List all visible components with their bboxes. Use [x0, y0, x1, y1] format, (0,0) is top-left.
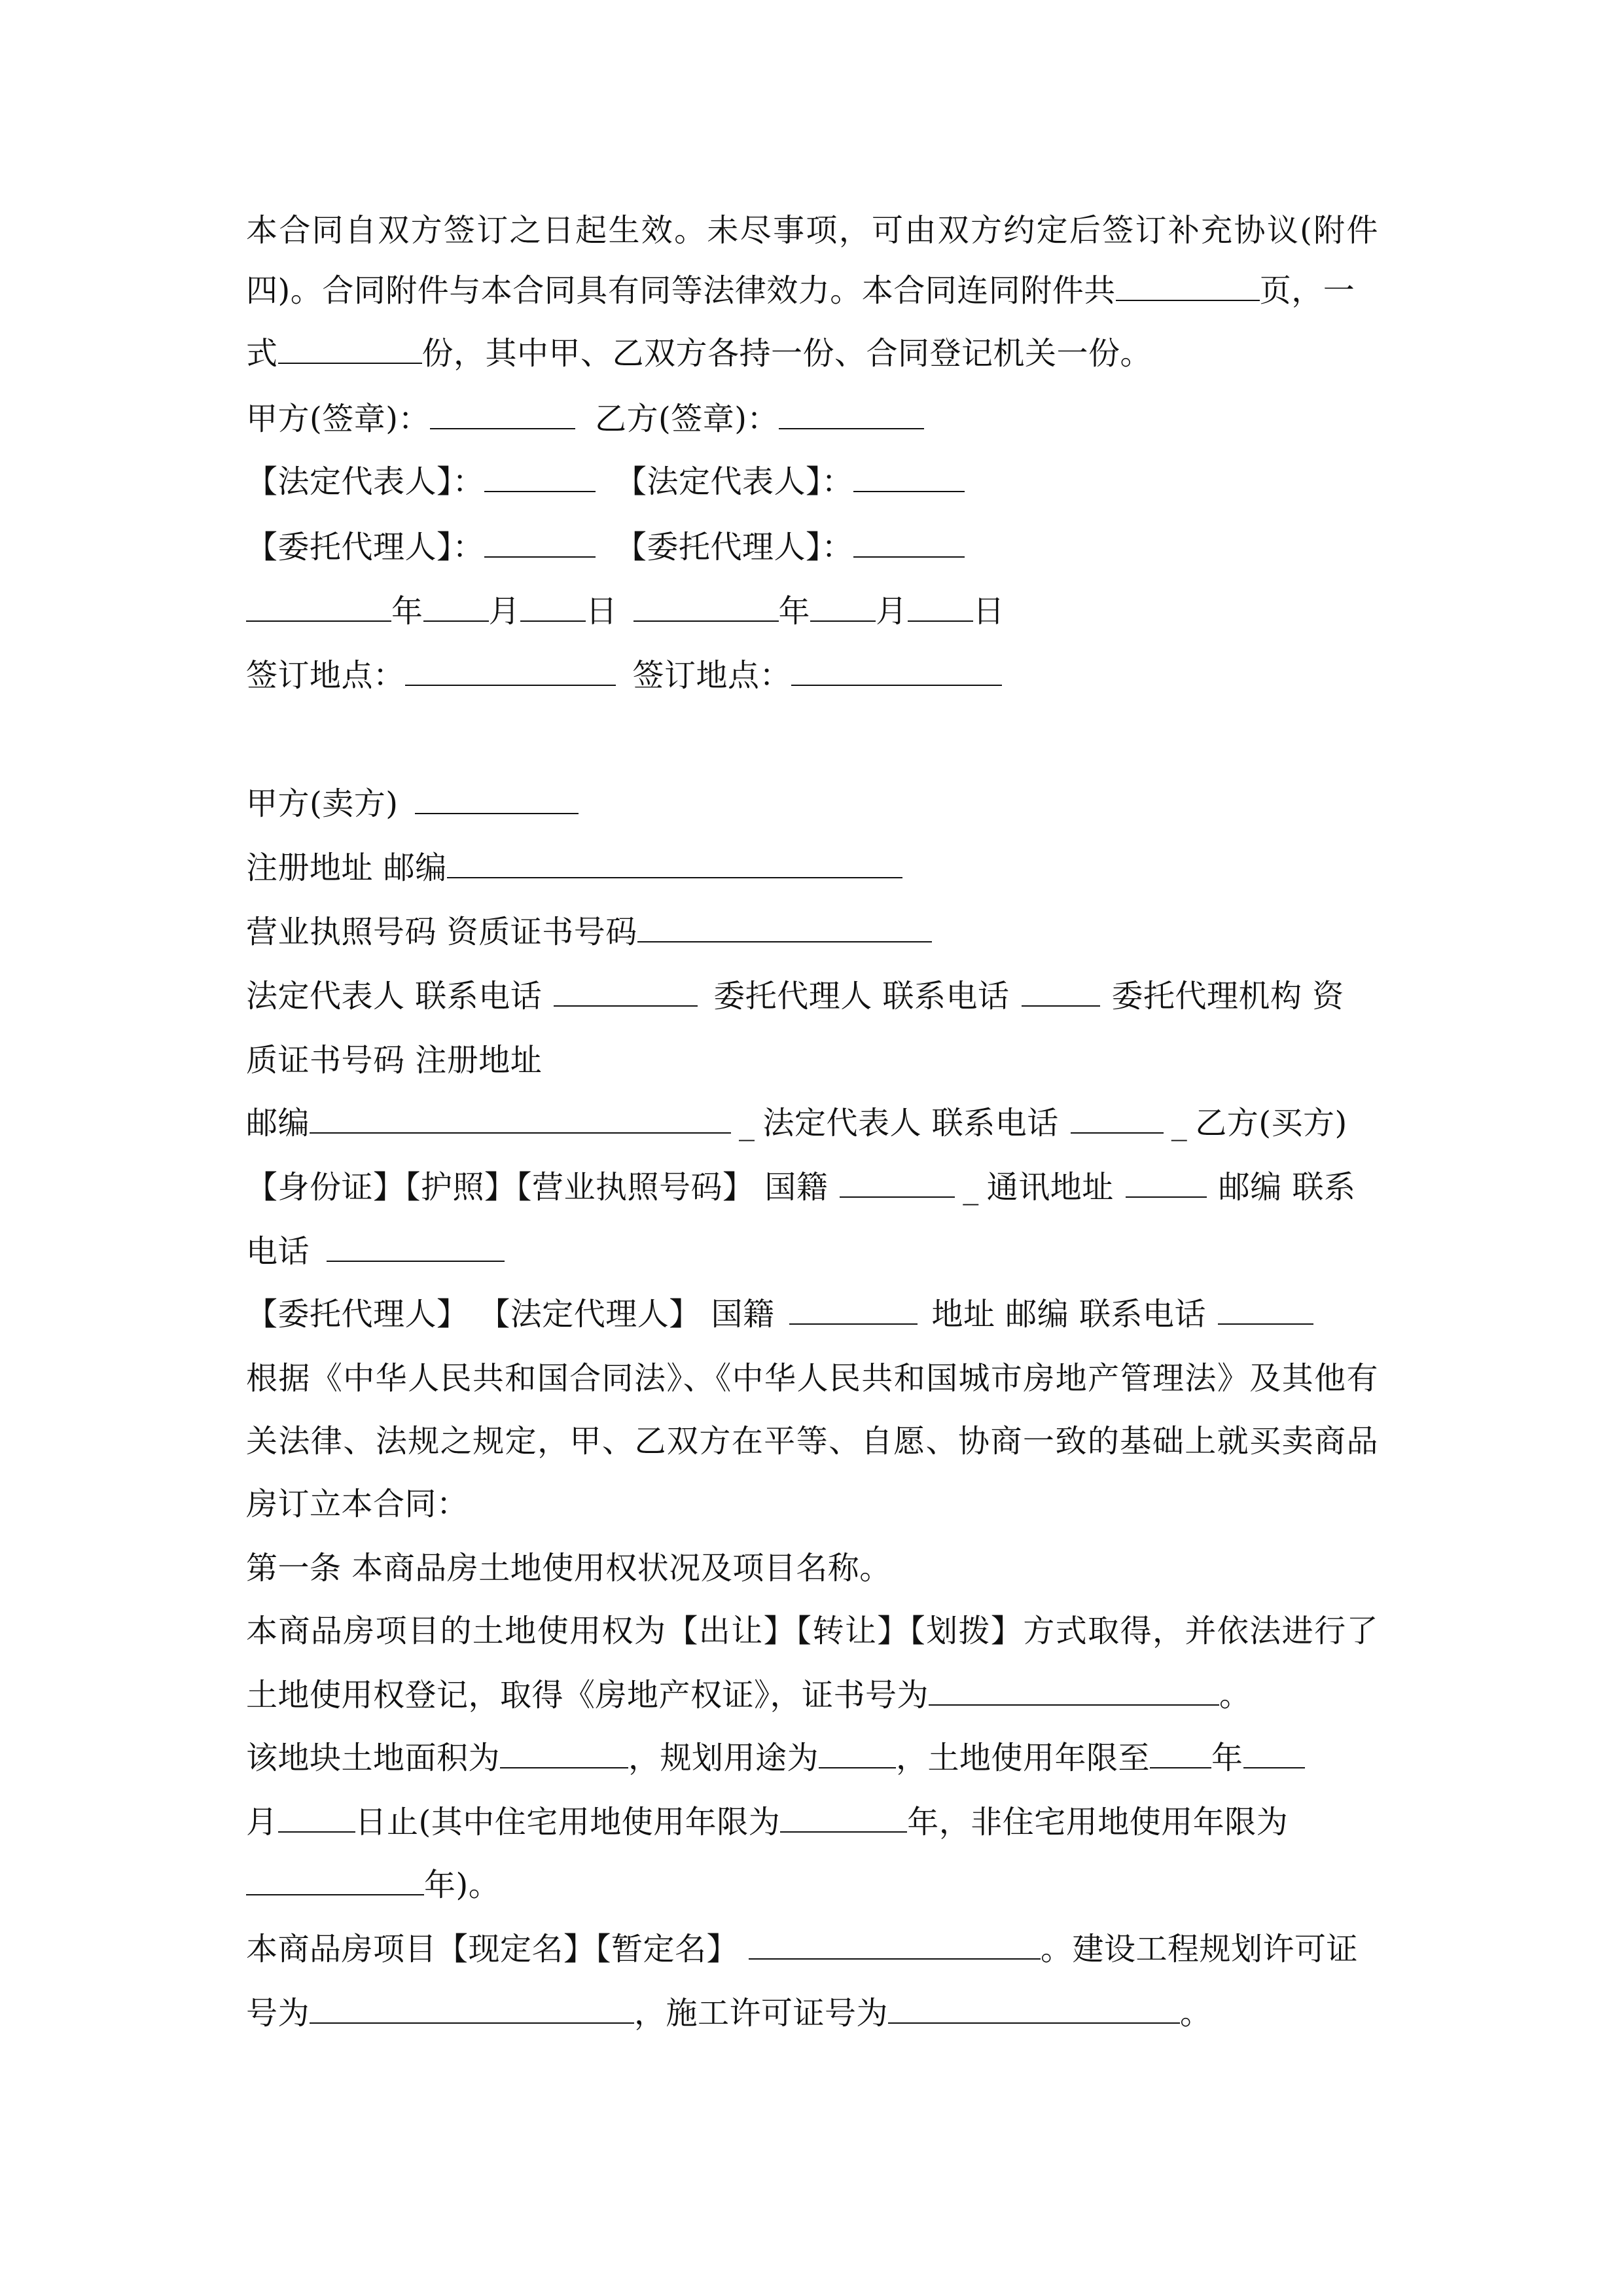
party-b-month-label: 月 — [876, 593, 908, 630]
buyer-legal-rep-phone-label: 法定代表人 联系电话 — [762, 1105, 1059, 1141]
land-area-blank[interactable] — [500, 1738, 628, 1768]
paragraph-pages — [246, 271, 1378, 310]
text-copies: 份，其中甲、乙双方各持一份、合同登记机关一份。 — [421, 335, 1152, 372]
article-one-heading — [246, 1549, 1378, 1588]
text-effective: 本合同自双方签订之日起生效。未尽事项，可由双方约定后签订补充协议(附件 — [246, 212, 1378, 249]
residential-term-label: 日止(其中住宅用地使用年限为 — [355, 1804, 781, 1840]
planning-permit-blank[interactable] — [310, 1994, 634, 2024]
basis-paragraph-1 — [246, 1359, 1378, 1398]
planning-permit-label: 。建设工程规划许可证 — [1041, 1931, 1359, 1967]
party-a-location-blank[interactable] — [405, 656, 616, 686]
party-a-day-blank[interactable] — [520, 592, 586, 622]
party-b-agent-label: 【委托代理人】： — [615, 529, 854, 565]
seller-heading — [246, 784, 1378, 823]
paragraph-effective-clause — [246, 211, 1378, 250]
seller-label: 甲方(卖方) — [246, 785, 399, 822]
term-label: ，土地使用年限至 — [896, 1740, 1150, 1776]
party-b-location-label: 签订地点： — [632, 657, 792, 694]
text-land-right: 本商品房项目的土地使用权为【出让】【转让】【划拨】方式取得，并依法进行了 — [246, 1613, 1378, 1649]
buyer-legal-rep-phone-blank[interactable] — [1071, 1103, 1164, 1134]
sign-location-row — [246, 656, 1378, 695]
party-a-agent-label: 【委托代理人】： — [246, 529, 485, 565]
license-label: 营业执照号码 资质证书号码 — [246, 914, 637, 950]
term-detail-row — [246, 1803, 1378, 1842]
postcode-row — [246, 1103, 1378, 1143]
article-one-title: 第一条 本商品房土地使用权状况及项目名称。 — [246, 1550, 891, 1587]
buyer-label: 乙方(买方) — [1195, 1105, 1347, 1141]
construction-permit-label: ，施工许可证号为 — [634, 1995, 889, 2032]
legal-rep-row — [246, 462, 1378, 501]
mailing-address-label: 通讯地址 — [986, 1169, 1114, 1206]
project-name-label: 本商品房项目【现定名】【暂定名】 — [246, 1931, 739, 1967]
term-day-blank[interactable] — [278, 1803, 355, 1833]
text-annex: 四)。合同附件与本合同具有同等法律效力。本合同连同附件共 — [246, 272, 1116, 309]
party-a-agent-blank[interactable] — [484, 528, 596, 558]
postcode-label: 邮编 — [246, 1105, 310, 1141]
year-label: 年 — [1211, 1740, 1243, 1776]
land-right-paragraph — [246, 1611, 1378, 1651]
period-mark: 。 — [1180, 1995, 1212, 2032]
land-area-label: 该地块土地面积为 — [246, 1740, 501, 1776]
id-nationality-label: 【身份证】【护照】【营业执照号码】 国籍 — [246, 1169, 829, 1206]
party-b-year-label: 年 — [778, 593, 811, 630]
party-b-location-blank[interactable] — [791, 656, 1002, 686]
underscore-mark: _ — [963, 1169, 979, 1206]
buyer-agent-row — [246, 1295, 1378, 1334]
agency-label: 委托代理机构 资 — [1111, 978, 1344, 1014]
term-month-blank[interactable] — [1243, 1738, 1305, 1768]
construction-permit-blank[interactable] — [888, 1994, 1180, 2024]
month-label: 月 — [246, 1804, 278, 1840]
party-a-day-label: 日 — [586, 593, 618, 630]
postcode-contact-label: 邮编 联系 — [1218, 1169, 1356, 1206]
period-mark: 。 — [1219, 1677, 1251, 1713]
non-residential-term-label: 年，非住宅用地使用年限为 — [907, 1804, 1289, 1840]
seller-contact-row — [246, 977, 1378, 1016]
registered-address-label: 注册地址 邮编 — [246, 850, 447, 886]
underscore-mark: _ — [739, 1105, 755, 1141]
buyer-phone-row — [246, 1232, 1378, 1271]
party-b-legal-rep-blank[interactable] — [853, 462, 965, 492]
agent-phone-label: 委托代理人 联系电话 — [713, 978, 1010, 1014]
nationality-blank[interactable] — [840, 1168, 955, 1198]
term-end-row — [246, 1865, 1378, 1905]
basis-paragraph-3 — [246, 1484, 1378, 1524]
date-row — [246, 592, 1378, 631]
postcode-blank[interactable] — [310, 1103, 731, 1134]
party-b-day-blank[interactable] — [908, 592, 973, 622]
party-b-legal-rep-label: 【法定代表人】： — [615, 463, 854, 500]
party-a-year-blank[interactable] — [246, 592, 391, 622]
agent-phone-blank[interactable] — [1022, 977, 1100, 1007]
underscore-mark: _ — [1171, 1105, 1188, 1141]
certificate-number-blank[interactable] — [929, 1676, 1219, 1706]
party-a-year-label: 年 — [391, 593, 423, 630]
party-b-month-blank[interactable] — [810, 592, 876, 622]
party-b-seal-blank[interactable] — [779, 399, 924, 429]
pages-blank[interactable] — [1116, 271, 1260, 301]
project-name-row — [246, 1929, 1378, 1969]
land-area-row — [246, 1738, 1378, 1778]
text-basis-3: 房订立本合同： — [246, 1486, 469, 1522]
party-a-month-blank[interactable] — [423, 592, 489, 622]
agent-address-label: 地址 邮编 联系电话 — [931, 1296, 1207, 1333]
project-name-blank[interactable] — [749, 1929, 1041, 1960]
text-pages: 页，一 — [1259, 272, 1355, 309]
permit-number-label: 号为 — [246, 1995, 310, 2032]
seller-address-row — [246, 848, 1378, 888]
agent-nationality-blank[interactable] — [789, 1295, 918, 1325]
phone-blank[interactable] — [327, 1232, 505, 1262]
license-blank[interactable] — [637, 912, 932, 942]
party-a-location-label: 签订地点： — [246, 657, 405, 694]
party-b-seal-label: 乙方(签章)： — [594, 401, 779, 437]
term-year-blank[interactable] — [1150, 1738, 1211, 1768]
certificate-label: 土地使用权登记，取得《房地产权证》，证书号为 — [246, 1677, 929, 1713]
registered-address-blank[interactable] — [447, 848, 902, 878]
cert-address-label: 质证书号码 注册地址 — [246, 1042, 543, 1079]
year-close-label: 年)。 — [424, 1867, 501, 1903]
agent-row — [246, 528, 1378, 567]
seller-cert-row — [246, 1041, 1378, 1080]
party-b-day-label: 日 — [972, 593, 1005, 630]
residential-term-blank[interactable] — [780, 1803, 907, 1833]
buyer-id-row — [246, 1168, 1378, 1207]
seller-blank[interactable] — [415, 784, 579, 814]
party-b-year-blank[interactable] — [633, 592, 779, 622]
permit-number-row — [246, 1994, 1378, 2033]
legal-rep-phone-blank[interactable] — [554, 977, 698, 1007]
paragraph-copies — [246, 334, 1378, 373]
party-a-legal-rep-label: 【法定代表人】： — [246, 463, 485, 500]
text-shi: 式 — [246, 335, 278, 372]
text-basis-1: 根据《中华人民共和国合同法》、《中华人民共和国城市房地产管理法》及其他有 — [246, 1360, 1378, 1397]
non-residential-term-blank[interactable] — [246, 1865, 424, 1895]
agent-phone-blank[interactable] — [1218, 1295, 1313, 1325]
party-a-seal-blank[interactable] — [430, 399, 575, 429]
phone-label: 电话 — [246, 1233, 310, 1270]
party-b-agent-blank[interactable] — [853, 528, 965, 558]
mailing-address-blank[interactable] — [1126, 1168, 1207, 1198]
copies-blank[interactable] — [278, 334, 422, 364]
certificate-row — [246, 1676, 1378, 1715]
signature-row — [246, 399, 1378, 439]
party-a-seal-label: 甲方(签章)： — [246, 401, 430, 437]
planned-use-label: ，规划用途为 — [628, 1740, 819, 1776]
text-basis-2: 关法律、法规之规定，甲、乙双方在平等、自愿、协商一致的基础上就买卖商品 — [246, 1423, 1378, 1460]
agent-nationality-label: 【委托代理人】 【法定代理人】 国籍 — [246, 1296, 775, 1333]
legal-rep-phone-label: 法定代表人 联系电话 — [246, 978, 543, 1014]
party-a-month-label: 月 — [488, 593, 521, 630]
basis-paragraph-2 — [246, 1422, 1378, 1461]
planned-use-blank[interactable] — [819, 1738, 896, 1768]
party-a-legal-rep-blank[interactable] — [484, 462, 596, 492]
seller-license-row — [246, 912, 1378, 952]
